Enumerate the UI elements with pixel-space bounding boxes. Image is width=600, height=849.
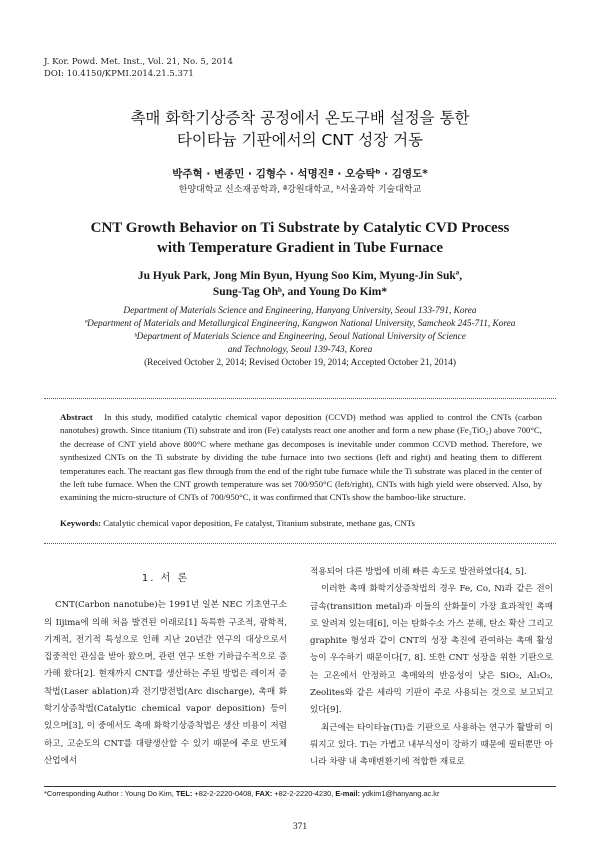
keywords-text: Catalytic chemical vapor deposition, Fe catalyst, Titanium substrate, methane gas, CNTs: [103, 518, 415, 528]
keywords: [60, 518, 542, 528]
english-authors-line-1: Ju Hyuk Park, Jong Min Byun, Hyung Soo Kim, Myung-Jin Sukª,: [137, 270, 463, 282]
footnote-rule: [44, 786, 556, 787]
english-affiliations: [0, 305, 600, 357]
page-number: 371: [292, 822, 308, 832]
received-dates: (Received October 2, 2014; Revised October 19, 2014; Accepted October 21, 2014): [144, 358, 456, 368]
fax-label: FAX:: [255, 789, 273, 798]
body-column-right: [310, 564, 553, 772]
footnote-label: *Corresponding Author : Young Do Kim,: [44, 789, 174, 798]
abstract-label: Abstract: [60, 412, 93, 422]
email-label: E-mail:: [335, 789, 360, 798]
english-authors: [0, 268, 600, 300]
affiliation-line-2: ªDepartment of Materials and Metallurgical Engineering, Kangwon National University, Samcheok 245-711, Korea: [84, 319, 516, 329]
journal-citation: J. Kor. Powd. Met. Inst., Vol. 21, No. 5, 2014: [44, 57, 233, 67]
english-title-line-1: CNT Growth Behavior on Ti Substrate by Catalytic CVD Process: [90, 220, 510, 236]
tel-value: +82-2-2220-0408,: [194, 789, 254, 798]
affiliation-line-1: Department of Materials Science and Engineering, Hanyang University, Seoul 133-791, Korea: [123, 306, 477, 316]
abstract-top-rule: [44, 398, 556, 399]
abstract: [60, 411, 542, 505]
section-title-introduction: 1. 서 론: [141, 573, 190, 584]
korean-title-line-2: 타이타늄 기판에서의 CNT 성장 거동: [176, 131, 424, 149]
body-paragraph: 적용되어 다른 방법에 비해 빠른 속도로 발전하였다[4, 5].: [310, 567, 527, 577]
english-authors-line-2: Sung-Tag Ohᵇ, and Young Do Kim*: [212, 286, 388, 298]
keywords-label: Keywords:: [60, 518, 102, 528]
korean-title: [0, 107, 600, 151]
abstract-bottom-rule: [44, 543, 556, 544]
body-paragraph: 최근에는 타이타늄(Ti)을 기판으로 사용하는 연구가 활발히 이뤄지고 있다. Ti는 가볍고 내부식성이 강하기 때문에 필터뿐만 아니라 차량 내 촉매변환기에 적합한 재료로: [310, 722, 553, 768]
korean-affiliations: 한양대학교 신소재공학과, ª강원대학교, ᵇ서울과학 기술대학교: [178, 185, 422, 195]
abstract-text: In this study, modified catalytic chemical vapor deposition (CCVD) method was applied to control the CNTs (carbon nanotubes) growth. Since titanium (Ti) substrate and iron (Fe) catalysts react one another and form a new phase (Fe₂TiO₅) above 700°C, the decrease of CNT yield above 800°C where methane gas decomposes is inevitable under common CCVD method. Therefore, we synthesized CNTs on the Ti substrate by dividing the tube furnace into two sections (left and right) and heating them to different temperatures each. The reactant gas flew through from the end of the right tube furnace while the Ti substrate was placed in the center of the left tube furnace. When the CNT growth temperature was set 700/950°C (left/right), CNTs with high yield were observed. Also, by examining the micro-structure of CNTs of 700/950°C, it was confirmed that CNTs show the bamboo-like structure.: [60, 412, 542, 503]
english-title: [0, 218, 600, 258]
korean-authors: 박주혁 · 변종민 · 김형수 · 석명진ª · 오승탁ᵇ · 김영도*: [172, 168, 428, 180]
affiliation-line-3: ᵇDepartment of Materials Science and Engineering, Seoul National University of Science: [134, 332, 466, 342]
email-value: ydkim1@hanyang.ac.kr: [362, 789, 440, 798]
corresponding-author-footnote: [44, 789, 439, 798]
body-paragraph: CNT(Carbon nanotube)는 1991년 일본 NEC 기초연구소의 Iijima에 의해 처음 발견된 이래로[1] 독특한 구조적, 광학적, 기계적, 전기적 특성으로 인해 지난 20년간 연구의 대상으로서 집중적인 관심을 받아 왔으며, 관련 연구 또한 기하급수적으로 증가해 왔다[2]. 현재까지 CNT를 생산하는 주된 방법은 레이저 증착법(Laser ablation)과 전기방전법(Arc discharge), 촉매 화학기상증착법(Catalytic chemical vapor deposition) 등이 있으며[3], 이 중에서도 촉매 화학기상증착법은 생산 비용이 저렴하고, 고순도의 CNT를 대량생산할 수 있기 때문에 주로 반도체 산업에서: [44, 600, 287, 766]
doi: DOI: 10.4150/KPMI.2014.21.5.371: [44, 69, 194, 79]
body-paragraph: 이러한 촉매 화학기상증착법의 경우 Fe, Co, Ni과 같은 전이금속(transition metal)과 이들의 산화물이 가장 효과적인 촉매로 알려져 있는데[6], 이는 탄화수소 가스 분해, 탄소 확산 그리고 graphite 형성과 같이 CNT의 성장 촉진에 관여하는 촉매 활성능이 우수하기 때문이다[7, 8]. 또한 CNT 성장을 위한 기판으로는 고온에서 안정하고 촉매와의 반응성이 낮은 SiO₂, Al₂O₃, Zeolites와 같은 세라믹 기판이 주로 사용되는 것으로 보고되고 있다[9].: [310, 584, 553, 716]
korean-title-line-1: 촉매 화학기상증착 공정에서 온도구배 설정을 통한: [130, 109, 470, 127]
fax-value: +82-2-2220-4230,: [274, 789, 334, 798]
tel-label: TEL:: [175, 789, 193, 798]
journal-header: [44, 56, 233, 80]
body-column-left: [44, 566, 287, 770]
affiliation-line-4: and Technology, Seoul 139-743, Korea: [227, 345, 373, 355]
english-title-line-2: with Temperature Gradient in Tube Furnace: [157, 240, 443, 256]
